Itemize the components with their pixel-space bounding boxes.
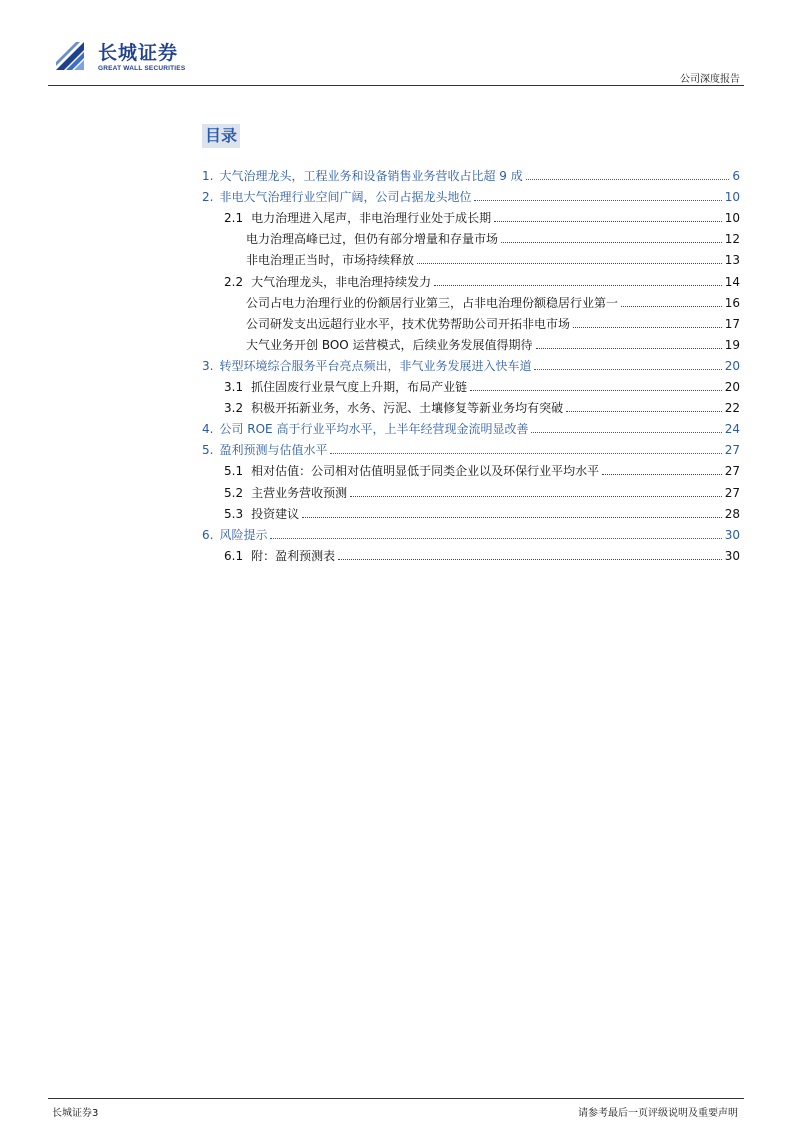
- toc-dot-leader: [531, 432, 721, 433]
- toc-entry[interactable]: [202, 419, 740, 437]
- toc-entry-page-number: 28: [724, 507, 740, 521]
- toc-entry-label: 盈利预测与估值水平: [219, 443, 328, 457]
- toc-entry-page-number: 27: [724, 486, 740, 500]
- toc-dot-leader: [573, 327, 722, 328]
- toc-dot-leader: [474, 200, 721, 201]
- company-logo: [54, 38, 224, 82]
- toc-entry-label: 大气治理龙头，非电治理持续发力: [251, 275, 432, 289]
- toc-entry[interactable]: [202, 187, 740, 205]
- toc-entry[interactable]: [202, 166, 740, 184]
- toc-entry[interactable]: [246, 229, 740, 247]
- toc-entry-label: 投资建议: [251, 507, 300, 521]
- toc-entry[interactable]: [224, 483, 740, 501]
- toc-entry[interactable]: [224, 377, 740, 395]
- toc-entry-label: 大气业务开创 BOO 运营模式，后续业务发展值得期待: [246, 338, 533, 352]
- toc-entry-number: 2.: [202, 190, 214, 204]
- report-type-label: 公司深度报告: [680, 74, 740, 85]
- toc-entry-page-number: 20: [724, 359, 740, 373]
- toc-dot-leader: [526, 179, 730, 180]
- logo-chinese-name: 长城证券: [98, 42, 179, 64]
- toc-entry-number: 6.1: [224, 549, 244, 563]
- toc-entry[interactable]: [246, 314, 740, 332]
- toc-entry[interactable]: [202, 440, 740, 458]
- toc-entry-page-number: 16: [724, 296, 740, 310]
- toc-entry-page-number: 20: [724, 380, 740, 394]
- toc-dot-leader: [330, 453, 721, 454]
- toc-entry-number: 5.1: [224, 464, 244, 478]
- toc-dot-leader: [534, 369, 721, 370]
- toc-entry-number: 2.1: [224, 211, 244, 225]
- toc-entry-page-number: 19: [724, 338, 740, 352]
- toc-dot-leader: [536, 348, 722, 349]
- toc-entry-label: 大气治理龙头，工程业务和设备销售业务营收占比超 9 成: [219, 169, 523, 183]
- toc-dot-leader: [470, 390, 722, 391]
- toc-entry-page-number: 22: [724, 401, 740, 415]
- toc-entry[interactable]: [224, 504, 740, 522]
- header-divider: [48, 85, 744, 86]
- toc-entry-label: 电力治理高峰已过，但仍有部分增量和存量市场: [246, 232, 499, 246]
- toc-entry-number: 4.: [202, 422, 214, 436]
- toc-entry-label: 转型环境综合服务平台亮点频出，非气业务发展进入快车道: [219, 359, 532, 373]
- great-wall-logo-icon: [54, 40, 88, 74]
- toc-dot-leader: [350, 496, 722, 497]
- footer-divider: [48, 1098, 744, 1099]
- footer-page-label: 长城证券3: [52, 1108, 99, 1119]
- toc-entry-label: 抓住固废行业景气度上升期，布局产业链: [251, 380, 468, 394]
- toc-entry-page-number: 27: [724, 464, 740, 478]
- toc-entry-number: 3.1: [224, 380, 244, 394]
- page-header: [48, 38, 744, 88]
- toc-title: 目录: [202, 124, 240, 148]
- toc-entry-label: 主营业务营收预测: [251, 486, 348, 500]
- toc-dot-leader: [566, 411, 722, 412]
- toc-entry-number: 3.2: [224, 401, 244, 415]
- toc-entry-number: 5.: [202, 443, 214, 457]
- toc-entry[interactable]: [246, 293, 740, 311]
- toc-dot-leader: [417, 263, 722, 264]
- toc-entry-page-number: 10: [724, 190, 740, 204]
- toc-entry-number: 1.: [202, 169, 214, 183]
- toc-entry-number: 3.: [202, 359, 214, 373]
- toc-entry-label: 积极开拓新业务，水务、污泥、土壤修复等新业务均有突破: [251, 401, 564, 415]
- toc-entry-page-number: 13: [724, 253, 740, 267]
- toc-entry-label: 风险提示: [219, 528, 268, 542]
- footer-disclaimer: 请参考最后一页评级说明及重要声明: [578, 1108, 738, 1119]
- toc-entry-page-number: 6: [732, 169, 740, 183]
- toc-entry-label: 公司占电力治理行业的份额居行业第三，占非电治理份额稳居行业第一: [246, 296, 619, 310]
- toc-dot-leader: [270, 538, 721, 539]
- toc-entry-label: 公司研发支出远超行业水平，技术优势帮助公司开拓非电市场: [246, 317, 571, 331]
- toc-entry-label: 相对估值：公司相对估值明显低于同类企业以及环保行业平均水平: [251, 464, 600, 478]
- toc-entry-label: 非电大气治理行业空间广阔，公司占据龙头地位: [219, 190, 472, 204]
- toc-entry-page-number: 10: [724, 211, 740, 225]
- toc-dot-leader: [338, 559, 722, 560]
- toc-entry-page-number: 24: [724, 422, 740, 436]
- toc-entry-label: 电力治理进入尾声，非电治理行业处于成长期: [251, 211, 492, 225]
- toc-entry-page-number: 12: [724, 232, 740, 246]
- toc-entry[interactable]: [224, 461, 740, 479]
- toc-entry-label: 非电治理正当时，市场持续释放: [246, 253, 415, 267]
- toc-entry-label: 公司 ROE 高于行业平均水平，上半年经营现金流明显改善: [219, 422, 529, 436]
- toc-entry[interactable]: [224, 208, 740, 226]
- page-footer: [48, 1090, 744, 1120]
- toc-entry-number: 2.2: [224, 275, 244, 289]
- toc-entry[interactable]: [246, 335, 740, 353]
- toc-entry-label: 附：盈利预测表: [251, 549, 336, 563]
- toc-entry-number: 6.: [202, 528, 214, 542]
- toc-entry-page-number: 17: [724, 317, 740, 331]
- toc-entry[interactable]: [224, 398, 740, 416]
- toc-entry[interactable]: [202, 356, 740, 374]
- toc-dot-leader: [434, 285, 722, 286]
- toc-entry-page-number: 30: [724, 528, 740, 542]
- toc-dot-leader: [621, 306, 722, 307]
- toc-entry-page-number: 27: [724, 443, 740, 457]
- toc-entry-number: 5.3: [224, 507, 244, 521]
- toc-entry[interactable]: [224, 272, 740, 290]
- toc-entry-page-number: 30: [724, 549, 740, 563]
- toc-entry[interactable]: [224, 546, 740, 564]
- toc-entry-number: 5.2: [224, 486, 244, 500]
- toc-dot-leader: [602, 474, 722, 475]
- toc-dot-leader: [501, 242, 722, 243]
- toc-dot-leader: [494, 221, 722, 222]
- logo-english-name: GREAT WALL SECURITIES: [98, 65, 186, 72]
- toc-dot-leader: [302, 517, 722, 518]
- toc-entry[interactable]: [246, 250, 740, 268]
- toc-entry-page-number: 14: [724, 275, 740, 289]
- toc-entry[interactable]: [202, 525, 740, 543]
